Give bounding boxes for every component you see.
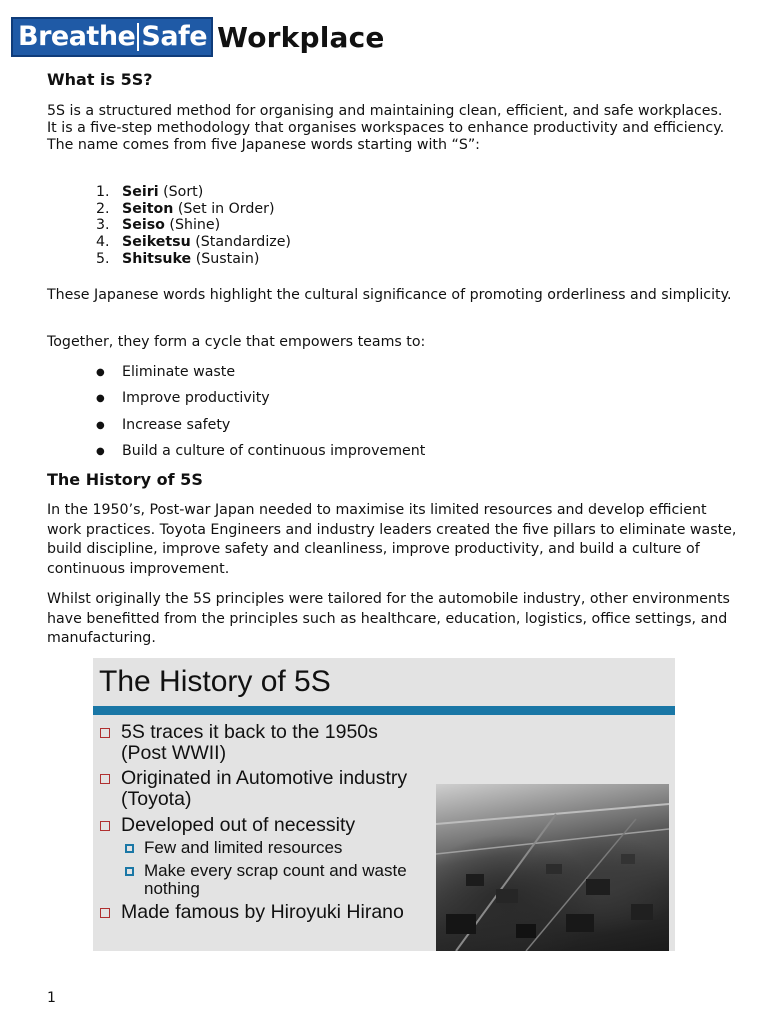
square-bullet-icon [100,908,110,918]
intro-paragraph: 5S is a structured method for organising and maintaining clean, efficient, and safe workplaces. It is a five-step methodology that organises workspaces to enhance productivity and efficiency. The name comes from five Japanese words starting with “S”: [47,103,725,153]
slide-item: Developed out of necessity [100,815,355,836]
slide-subitem: Few and limited resources [125,839,342,857]
photo-texture [436,784,669,951]
heading-what-is-5s: What is 5S? [47,70,153,89]
logo-part-2: Safe [141,21,208,52]
history-paragraph-2: Whilst originally the 5S principles were tailored for the automobile industry, other environments have benefitted from the principles such as healthcare, education, logistics, office settings, and manufacturing. [47,591,730,646]
logo-badge [11,17,213,57]
list-item: 3. Seiso (Shine) [96,217,221,234]
together-paragraph: Together, they form a cycle that empowers teams to: [47,334,426,350]
slide-item: 5S traces it back to the 1950s (Post WWII) [100,722,378,764]
logo-divider [137,23,139,51]
list-item: 1. Seiri (Sort) [96,184,204,200]
list-item: ● Improve productivity [96,390,270,407]
list-item: 2. Seiton (Set in Order) [96,200,275,217]
square-bullet-icon [125,844,134,853]
slide-item: Originated in Automotive industry (Toyota) [100,768,407,810]
five-s-steps-list [96,184,291,268]
list-item: ● Increase safety [96,416,231,433]
list-item: ● Build a culture of continuous improvement [96,442,426,459]
square-bullet-icon [100,774,110,784]
history-paragraph-1: In the 1950’s, Post-war Japan needed to maximise its limited resources and develop efficient work practices. Toyota Engineers and industry leaders created the five pillars to eliminate waste, build discipline, improve safety and cleanliness, improve productivity, and build a culture of continuous improvement. [47,502,737,577]
slide-subitem: Make every scrap count and waste nothing [125,862,407,898]
slide-divider [93,706,675,715]
list-item: 4. Seiketsu (Standardize) [96,234,291,251]
benefits-bullet-list [96,364,425,469]
square-bullet-icon [125,867,134,876]
slide-item: Made famous by Hiroyuki Hirano [100,902,404,923]
list-item: 5. Shitsuke (Sustain) [96,250,260,267]
breathesafe-logo [11,17,385,57]
logo-word-workplace: Workplace [217,20,385,54]
square-bullet-icon [100,728,110,738]
logo-part-1: Breathe [18,21,136,52]
page-number: 1 [47,990,56,1006]
square-bullet-icon [100,821,110,831]
japanese-note-paragraph: These Japanese words highlight the cultural significance of promoting orderliness and simplicity. [47,287,732,303]
postwar-city-photo [436,784,669,951]
history-slide-image [93,658,675,951]
list-item: ● Eliminate waste [96,364,236,380]
heading-history-of-5s: The History of 5S [47,470,203,489]
slide-title: The History of 5S [99,665,331,698]
